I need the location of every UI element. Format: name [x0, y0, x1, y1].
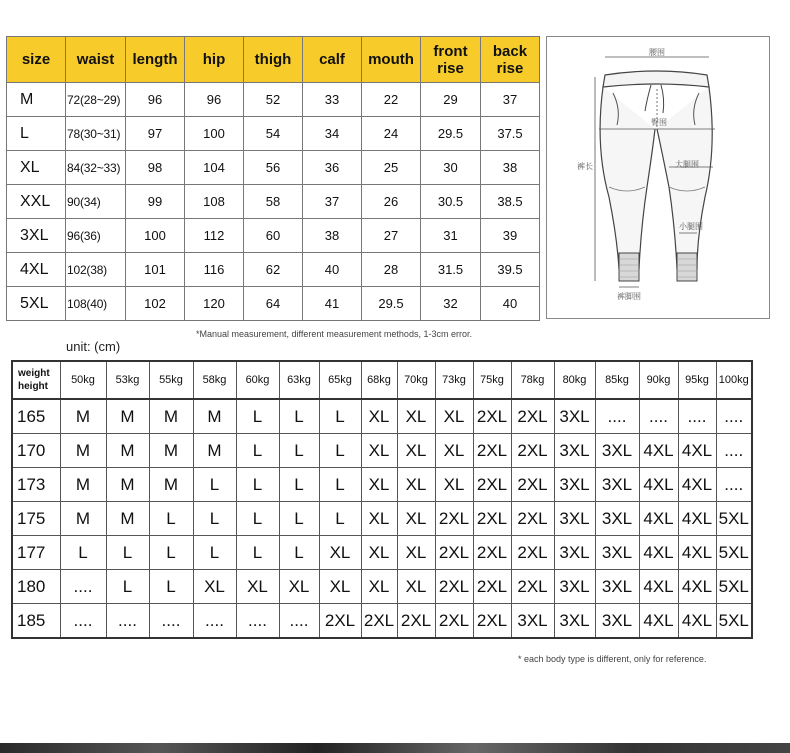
- recommended-size-cell: ....: [639, 399, 678, 434]
- size-chart-cell-waist: 78(30~31): [66, 117, 126, 151]
- recommended-size-cell: 2XL: [435, 502, 473, 536]
- size-chart-cell-front-rise: 30: [421, 151, 481, 185]
- size-chart-cell-calf: 34: [303, 117, 362, 151]
- recommended-size-cell: 3XL: [554, 570, 595, 604]
- recommended-size-cell: ....: [716, 468, 752, 502]
- height-cell: 177: [12, 536, 60, 570]
- size-chart-cell-calf: 36: [303, 151, 362, 185]
- size-chart-header-mouth: mouth: [362, 37, 421, 83]
- size-chart-cell-thigh: 64: [244, 287, 303, 321]
- recommended-size-cell: XL: [397, 434, 435, 468]
- recommended-size-cell: L: [319, 468, 361, 502]
- size-chart-header-back-rise: back rise: [481, 37, 540, 83]
- height-cell: 173: [12, 468, 60, 502]
- recommended-size-cell: 2XL: [435, 570, 473, 604]
- recommended-size-cell: M: [193, 399, 236, 434]
- mouth-label: 裤脚围: [617, 292, 641, 301]
- recommended-size-cell: L: [279, 536, 319, 570]
- size-chart-row: [7, 253, 540, 287]
- recommended-size-cell: 2XL: [473, 570, 511, 604]
- bottom-photo-strip: [0, 743, 790, 753]
- weight-header-cell: 50kg: [60, 361, 106, 399]
- recommended-size-cell: 2XL: [511, 536, 554, 570]
- recommended-size-cell: 4XL: [678, 570, 716, 604]
- recommended-size-cell: M: [106, 399, 149, 434]
- size-chart-cell-hip: 116: [185, 253, 244, 287]
- recommended-size-cell: 4XL: [678, 468, 716, 502]
- recommended-size-cell: 3XL: [554, 468, 595, 502]
- size-chart-header-calf: calf: [303, 37, 362, 83]
- size-chart-cell-mouth: 29.5: [362, 287, 421, 321]
- recommended-size-cell: 3XL: [511, 604, 554, 639]
- size-chart-row: [7, 117, 540, 151]
- height-row: [12, 604, 752, 639]
- recommended-size-cell: L: [149, 536, 193, 570]
- recommended-size-cell: ....: [236, 604, 279, 639]
- hip-label: 臀围: [651, 118, 667, 127]
- recommended-size-cell: L: [193, 502, 236, 536]
- recommended-size-cell: L: [60, 536, 106, 570]
- recommended-size-cell: 3XL: [554, 399, 595, 434]
- recommended-size-cell: L: [236, 399, 279, 434]
- recommended-size-cell: L: [319, 434, 361, 468]
- size-chart-cell-mouth: 22: [362, 83, 421, 117]
- recommended-size-cell: L: [236, 434, 279, 468]
- height-row: [12, 570, 752, 604]
- weight-header-cell: 78kg: [511, 361, 554, 399]
- recommended-size-cell: 4XL: [678, 434, 716, 468]
- recommended-size-cell: XL: [319, 536, 361, 570]
- recommended-size-cell: L: [193, 468, 236, 502]
- size-chart-cell-size: 5XL: [7, 287, 66, 321]
- recommended-size-cell: XL: [361, 502, 397, 536]
- size-chart-row: [7, 151, 540, 185]
- recommended-size-cell: 2XL: [473, 604, 511, 639]
- size-chart-cell-hip: 108: [185, 185, 244, 219]
- weight-header-cell: 60kg: [236, 361, 279, 399]
- size-chart-cell-front-rise: 31.5: [421, 253, 481, 287]
- recommended-size-cell: 2XL: [511, 502, 554, 536]
- recommended-size-cell: 5XL: [716, 604, 752, 639]
- recommended-size-cell: 2XL: [511, 570, 554, 604]
- height-cell: 180: [12, 570, 60, 604]
- weight-header-cell: 63kg: [279, 361, 319, 399]
- recommended-size-cell: 4XL: [678, 502, 716, 536]
- recommended-size-cell: 2XL: [361, 604, 397, 639]
- recommended-size-cell: M: [106, 434, 149, 468]
- recommended-size-cell: XL: [193, 570, 236, 604]
- recommended-size-cell: ....: [595, 399, 639, 434]
- size-chart-cell-waist: 84(32~33): [66, 151, 126, 185]
- recommended-size-cell: XL: [397, 502, 435, 536]
- size-chart-cell-mouth: 28: [362, 253, 421, 287]
- recommended-size-cell: 4XL: [639, 502, 678, 536]
- size-chart-header-size: size: [7, 37, 66, 83]
- weight-header-cell: 75kg: [473, 361, 511, 399]
- recommended-size-cell: 4XL: [639, 570, 678, 604]
- recommended-size-cell: XL: [361, 434, 397, 468]
- corner-height-label: height: [18, 381, 48, 392]
- height-row: [12, 536, 752, 570]
- recommended-size-cell: XL: [361, 570, 397, 604]
- size-chart-cell-front-rise: 31: [421, 219, 481, 253]
- recommended-size-cell: 3XL: [595, 502, 639, 536]
- size-chart-cell-length: 102: [126, 287, 185, 321]
- size-chart-cell-calf: 40: [303, 253, 362, 287]
- recommended-size-cell: 5XL: [716, 570, 752, 604]
- size-chart-cell-size: 3XL: [7, 219, 66, 253]
- weight-header-cell: 95kg: [678, 361, 716, 399]
- waist-label: 腰围: [649, 48, 665, 57]
- size-chart-cell-size: 4XL: [7, 253, 66, 287]
- weight-header-cell: 58kg: [193, 361, 236, 399]
- size-chart-cell-front-rise: 32: [421, 287, 481, 321]
- size-chart-cell-front-rise: 29: [421, 83, 481, 117]
- recommended-size-cell: L: [279, 434, 319, 468]
- recommended-size-cell: 4XL: [639, 536, 678, 570]
- recommended-size-cell: M: [60, 434, 106, 468]
- recommended-size-cell: L: [319, 399, 361, 434]
- recommended-size-cell: L: [236, 502, 279, 536]
- size-chart-cell-mouth: 27: [362, 219, 421, 253]
- recommended-size-cell: 2XL: [511, 434, 554, 468]
- size-chart-cell-back-rise: 39.5: [481, 253, 540, 287]
- recommended-size-cell: 2XL: [397, 604, 435, 639]
- size-chart-header-length: length: [126, 37, 185, 83]
- recommended-size-cell: XL: [397, 536, 435, 570]
- height-row: [12, 434, 752, 468]
- recommended-size-cell: 2XL: [435, 604, 473, 639]
- recommended-size-cell: XL: [397, 399, 435, 434]
- measurement-note: *Manual measurement, different measurement methods, 1-3cm error.: [196, 329, 472, 339]
- size-chart-cell-thigh: 56: [244, 151, 303, 185]
- weight-header-cell: 70kg: [397, 361, 435, 399]
- recommended-size-cell: 2XL: [435, 536, 473, 570]
- thigh-label: 大腿围: [675, 160, 699, 169]
- height-row: [12, 468, 752, 502]
- size-chart-cell-length: 101: [126, 253, 185, 287]
- recommended-size-cell: 3XL: [554, 502, 595, 536]
- recommended-size-cell: M: [149, 468, 193, 502]
- recommended-size-cell: 3XL: [595, 604, 639, 639]
- size-chart-cell-back-rise: 38: [481, 151, 540, 185]
- height-row: [12, 502, 752, 536]
- recommended-size-cell: 4XL: [678, 536, 716, 570]
- recommended-size-cell: M: [106, 502, 149, 536]
- size-chart-cell-length: 97: [126, 117, 185, 151]
- recommended-size-cell: M: [149, 434, 193, 468]
- pants-measurement-diagram: [546, 36, 770, 319]
- recommended-size-cell: ....: [60, 570, 106, 604]
- recommended-size-cell: XL: [435, 399, 473, 434]
- weight-header-cell: 55kg: [149, 361, 193, 399]
- size-chart-cell-size: M: [7, 83, 66, 117]
- recommended-size-cell: 2XL: [473, 502, 511, 536]
- recommended-size-cell: L: [149, 502, 193, 536]
- size-chart-row: [7, 287, 540, 321]
- size-chart-header-thigh: thigh: [244, 37, 303, 83]
- recommended-size-cell: XL: [361, 536, 397, 570]
- recommended-size-cell: L: [279, 502, 319, 536]
- recommended-size-cell: L: [279, 399, 319, 434]
- recommended-size-cell: 3XL: [554, 434, 595, 468]
- size-chart-cell-mouth: 26: [362, 185, 421, 219]
- weight-header-cell: 53kg: [106, 361, 149, 399]
- recommended-size-cell: ....: [678, 399, 716, 434]
- size-chart-cell-back-rise: 40: [481, 287, 540, 321]
- size-chart-cell-hip: 96: [185, 83, 244, 117]
- size-chart-header-front-rise: front rise: [421, 37, 481, 83]
- size-chart-cell-length: 99: [126, 185, 185, 219]
- recommended-size-cell: M: [193, 434, 236, 468]
- size-chart-cell-hip: 100: [185, 117, 244, 151]
- recommended-size-cell: M: [60, 468, 106, 502]
- recommended-size-cell: ....: [60, 604, 106, 639]
- recommended-size-cell: 5XL: [716, 536, 752, 570]
- size-chart-body: [7, 83, 540, 321]
- size-chart-row: [7, 219, 540, 253]
- recommended-size-cell: 2XL: [473, 399, 511, 434]
- size-chart-cell-mouth: 24: [362, 117, 421, 151]
- recommended-size-cell: 4XL: [678, 604, 716, 639]
- size-chart-cell-back-rise: 37.5: [481, 117, 540, 151]
- pants-illustration: [547, 37, 769, 318]
- size-chart-cell-hip: 112: [185, 219, 244, 253]
- weight-height-body: [12, 399, 752, 638]
- recommended-size-cell: 2XL: [511, 468, 554, 502]
- recommended-size-cell: M: [60, 502, 106, 536]
- size-chart-cell-mouth: 25: [362, 151, 421, 185]
- size-chart-cell-waist: 102(38): [66, 253, 126, 287]
- recommended-size-cell: 3XL: [554, 604, 595, 639]
- weight-header-cell: 90kg: [639, 361, 678, 399]
- size-chart-cell-back-rise: 37: [481, 83, 540, 117]
- size-chart-cell-waist: 96(36): [66, 219, 126, 253]
- size-chart-cell-thigh: 62: [244, 253, 303, 287]
- recommended-size-cell: L: [236, 468, 279, 502]
- size-chart-cell-calf: 41: [303, 287, 362, 321]
- size-chart-cell-hip: 104: [185, 151, 244, 185]
- corner-weight-label: weight: [18, 368, 50, 379]
- recommended-size-cell: XL: [435, 468, 473, 502]
- recommended-size-cell: 4XL: [639, 434, 678, 468]
- height-cell: 185: [12, 604, 60, 639]
- weight-header-cell: 100kg: [716, 361, 752, 399]
- height-cell: 170: [12, 434, 60, 468]
- size-chart-header-row: [7, 37, 540, 83]
- size-chart-row: [7, 83, 540, 117]
- recommended-size-cell: L: [236, 536, 279, 570]
- recommended-size-cell: XL: [361, 468, 397, 502]
- recommended-size-cell: 3XL: [595, 536, 639, 570]
- size-chart-header-waist: waist: [66, 37, 126, 83]
- recommended-size-cell: ....: [149, 604, 193, 639]
- weight-header-cell: 65kg: [319, 361, 361, 399]
- recommended-size-cell: ....: [716, 434, 752, 468]
- recommended-size-cell: ....: [106, 604, 149, 639]
- height-row: [12, 399, 752, 434]
- recommended-size-cell: 4XL: [639, 468, 678, 502]
- recommended-size-cell: 2XL: [319, 604, 361, 639]
- recommended-size-cell: XL: [435, 434, 473, 468]
- recommended-size-cell: L: [193, 536, 236, 570]
- weight-height-size-table: [11, 360, 753, 639]
- size-chart-cell-front-rise: 30.5: [421, 185, 481, 219]
- weight-header-cell: 68kg: [361, 361, 397, 399]
- recommended-size-cell: ....: [279, 604, 319, 639]
- recommended-size-cell: M: [106, 468, 149, 502]
- recommended-size-cell: L: [279, 468, 319, 502]
- size-chart-cell-back-rise: 39: [481, 219, 540, 253]
- recommended-size-cell: XL: [397, 570, 435, 604]
- recommended-size-cell: 3XL: [554, 536, 595, 570]
- length-label: 裤长: [577, 162, 593, 171]
- size-chart-cell-size: XL: [7, 151, 66, 185]
- recommended-size-cell: 2XL: [511, 399, 554, 434]
- height-cell: 175: [12, 502, 60, 536]
- weight-header-cell: 80kg: [554, 361, 595, 399]
- recommended-size-cell: ....: [193, 604, 236, 639]
- recommended-size-cell: 2XL: [473, 536, 511, 570]
- recommended-size-cell: 5XL: [716, 502, 752, 536]
- size-chart-cell-calf: 38: [303, 219, 362, 253]
- recommended-size-cell: 4XL: [639, 604, 678, 639]
- size-chart-table: [6, 36, 540, 321]
- weight-header-cell: 85kg: [595, 361, 639, 399]
- weight-header-row: [12, 361, 752, 399]
- recommended-size-cell: L: [106, 536, 149, 570]
- recommended-size-cell: XL: [361, 399, 397, 434]
- size-chart-cell-waist: 108(40): [66, 287, 126, 321]
- calf-label: 小腿围: [679, 222, 703, 231]
- recommended-size-cell: 3XL: [595, 434, 639, 468]
- recommended-size-cell: L: [149, 570, 193, 604]
- size-chart-cell-length: 100: [126, 219, 185, 253]
- recommended-size-cell: ....: [716, 399, 752, 434]
- size-chart-cell-size: XXL: [7, 185, 66, 219]
- size-chart-row: [7, 185, 540, 219]
- recommended-size-cell: M: [149, 399, 193, 434]
- size-chart-header-hip: hip: [185, 37, 244, 83]
- recommended-size-cell: XL: [397, 468, 435, 502]
- size-chart-cell-calf: 33: [303, 83, 362, 117]
- recommended-size-cell: 2XL: [473, 468, 511, 502]
- size-chart-cell-back-rise: 38.5: [481, 185, 540, 219]
- size-chart-cell-calf: 37: [303, 185, 362, 219]
- recommended-size-cell: L: [106, 570, 149, 604]
- recommended-size-cell: 3XL: [595, 570, 639, 604]
- size-chart-cell-size: L: [7, 117, 66, 151]
- size-chart-cell-thigh: 54: [244, 117, 303, 151]
- recommended-size-cell: 3XL: [595, 468, 639, 502]
- recommended-size-cell: 2XL: [473, 434, 511, 468]
- recommended-size-cell: XL: [319, 570, 361, 604]
- size-chart-cell-thigh: 58: [244, 185, 303, 219]
- size-chart-cell-thigh: 52: [244, 83, 303, 117]
- size-chart-cell-hip: 120: [185, 287, 244, 321]
- size-chart-cell-front-rise: 29.5: [421, 117, 481, 151]
- weight-header-cell: 73kg: [435, 361, 473, 399]
- size-chart-cell-length: 98: [126, 151, 185, 185]
- recommended-size-cell: XL: [236, 570, 279, 604]
- recommended-size-cell: M: [60, 399, 106, 434]
- recommended-size-cell: L: [319, 502, 361, 536]
- size-chart-cell-length: 96: [126, 83, 185, 117]
- unit-label: unit: (cm): [66, 339, 121, 354]
- size-chart-cell-waist: 90(34): [66, 185, 126, 219]
- height-cell: 165: [12, 399, 60, 434]
- weight-height-corner: [12, 361, 60, 399]
- size-chart-cell-waist: 72(28~29): [66, 83, 126, 117]
- recommended-size-cell: XL: [279, 570, 319, 604]
- reference-note: * each body type is different, only for reference.: [518, 654, 707, 664]
- size-chart-cell-thigh: 60: [244, 219, 303, 253]
